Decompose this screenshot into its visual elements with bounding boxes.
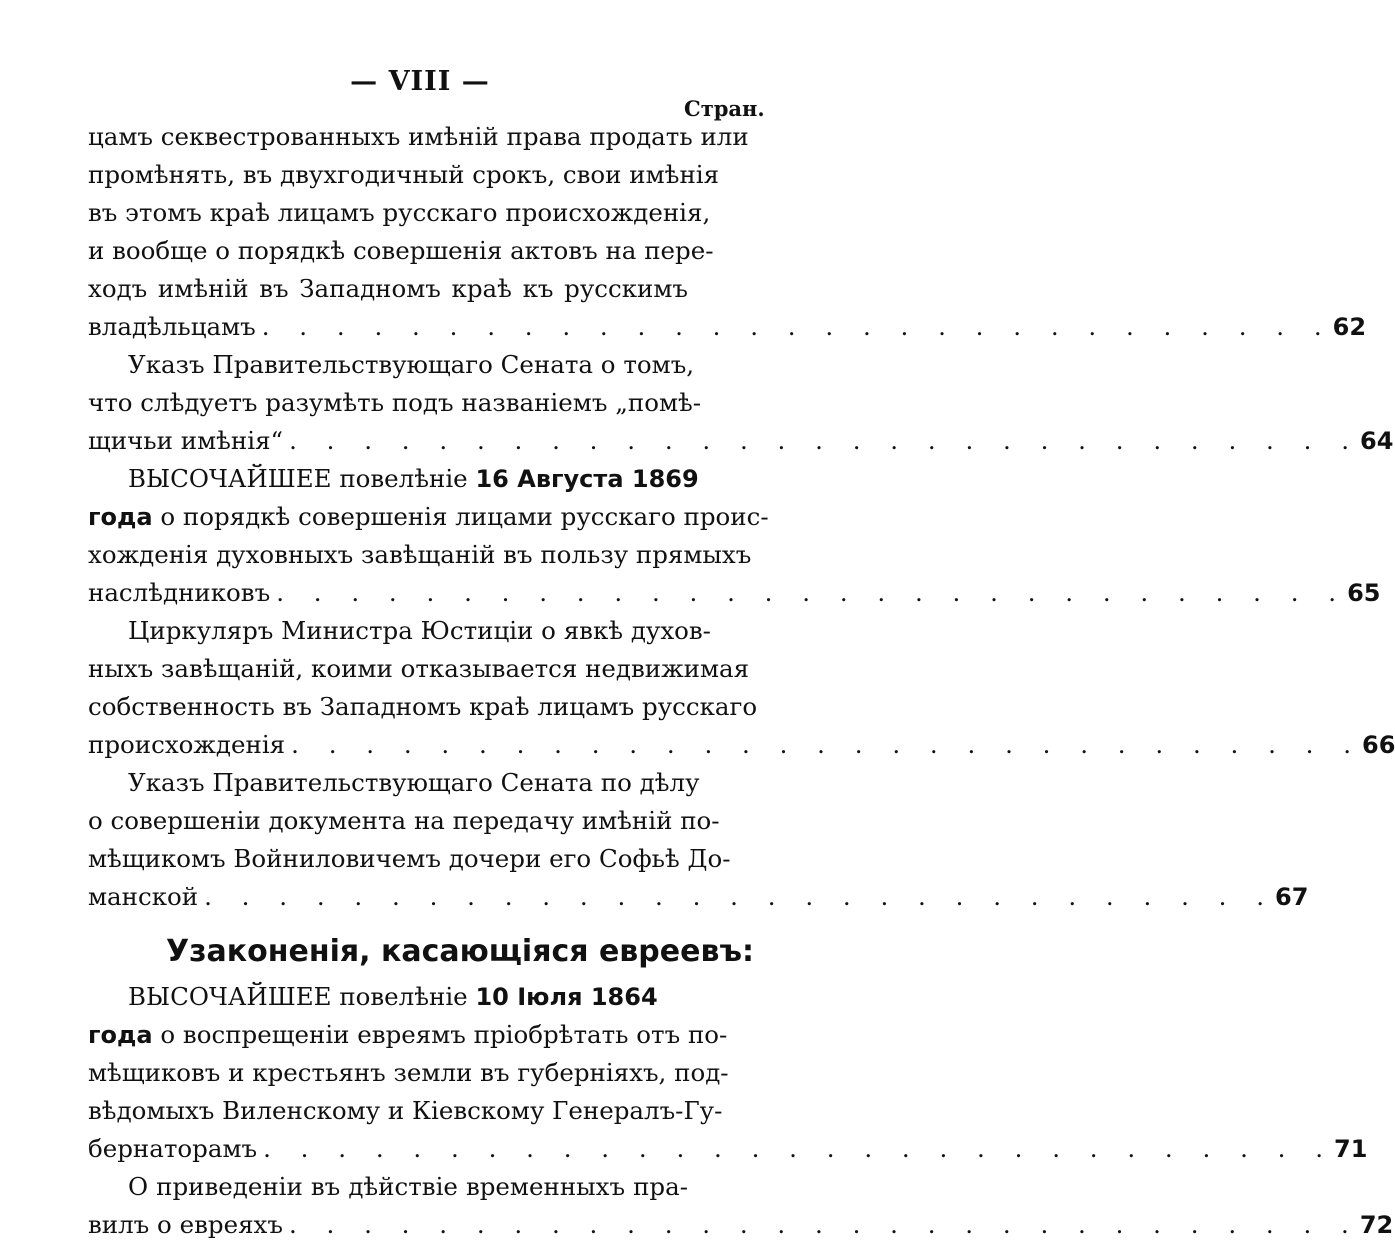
page-ref: 71 xyxy=(1334,1135,1368,1163)
toc-line: мѣщиковъ и крестьянъ земли въ губерніяхъ, под- xyxy=(88,1058,729,1087)
page-ref: 67 xyxy=(1275,883,1309,911)
toc-entry-end xyxy=(88,422,1394,460)
toc-line xyxy=(88,498,769,536)
toc-line: Циркуляръ Министра Юстиціи о явкѣ духов- xyxy=(128,616,711,645)
toc-line-part: о воспрещеніи евреямъ пріобрѣтать отъ по- xyxy=(152,1020,728,1049)
toc-line: мѣщикомъ Войниловичемъ дочери его Софьѣ До- xyxy=(88,844,731,873)
toc-line: манской xyxy=(88,882,199,911)
toc-line: что слѣдуетъ разумѣть подъ названіемъ „помѣ- xyxy=(88,388,702,417)
dot-leader: . . . . . . . . . . . . . . . . . . . . . . . . . . . . . xyxy=(289,426,1360,455)
toc-line-part: о порядкѣ совершенія лицами русскаго проис- xyxy=(152,502,769,531)
toc-line xyxy=(88,978,752,1016)
toc-line: промѣнять, въ двухгодичный срокъ, свои имѣнія xyxy=(88,160,720,189)
page-ref: 62 xyxy=(1332,313,1367,341)
toc-line: ходъ имѣній въ Западномъ краѣ къ русскимъ xyxy=(88,274,688,303)
dot-leader: . . . . . . . . . . . . . . . . . . . . . . . . . . . . . xyxy=(276,578,1348,607)
toc-line: въ этомъ краѣ лицамъ русскаго происхожденія, xyxy=(88,198,711,227)
page-ref: 64 xyxy=(1360,427,1394,455)
toc-line: Указъ Правительствующаго Сената о томъ, xyxy=(128,350,695,379)
toc-entry-end xyxy=(88,1130,1368,1168)
toc-line: цамъ секвестрованныхъ имѣній права продать или xyxy=(88,122,749,151)
toc-line: происхожденія xyxy=(88,730,286,759)
toc-line: ныхъ завѣщаній, коими отказывается недвижимая xyxy=(88,654,750,683)
toc-entry-end xyxy=(88,574,1381,612)
page-ref: 72 xyxy=(1359,1211,1394,1239)
page-number: — VIII — xyxy=(350,66,490,97)
toc-line: щичьи имѣнія“ xyxy=(88,426,284,455)
toc-line: бернаторамъ xyxy=(88,1134,258,1163)
toc-line: и вообще о порядкѣ совершенія актовъ на пере- xyxy=(88,236,714,265)
dot-leader: . . . . . . . . . . . . . . . . . . . . . . . . . . . . . xyxy=(288,1210,1360,1239)
toc-entry-end xyxy=(88,726,1395,764)
dot-leader: . . . . . . . . . . . . . . . . . . . . . . . . . . . . . xyxy=(291,730,1363,759)
toc-line: хожденія духовныхъ завѣщаній въ пользу прямыхъ xyxy=(88,540,752,569)
toc-line: владѣльцамъ xyxy=(88,312,256,341)
toc-line: вилъ о евреяхъ xyxy=(88,1210,283,1239)
toc-entry-end xyxy=(88,308,1367,346)
toc-line: Указъ Правительствующаго Сената по дѣлу xyxy=(128,768,700,797)
table-of-contents xyxy=(88,118,1395,1244)
toc-date: 10 Іюля 1864 xyxy=(475,983,658,1011)
toc-line-part: ВЫСОЧАЙШЕЕ повелѣніе xyxy=(128,464,476,493)
page-column-label: Стран. xyxy=(684,96,765,121)
toc-year-word: года xyxy=(88,503,153,531)
toc-line: наслѣдниковъ xyxy=(88,578,271,607)
dot-leader: . . . . . . . . . . . . . . . . . . . . . . . . . . . . . xyxy=(263,1134,1335,1163)
toc-entry-end xyxy=(88,878,1309,916)
toc-line: собственность въ Западномъ краѣ лицамъ русскаго xyxy=(88,692,758,721)
toc-line: О приведеніи въ дѣйствіе временныхъ пра- xyxy=(128,1172,688,1201)
toc-date: 16 Августа 1869 xyxy=(475,465,699,493)
toc-entry-end xyxy=(88,1206,1394,1244)
toc-line: вѣдомыхъ Виленскому и Кіевскому Генералъ-Гу- xyxy=(88,1096,723,1125)
toc-line xyxy=(88,1016,728,1054)
toc-line-part: ВЫСОЧАЙШЕЕ повелѣніе xyxy=(128,982,476,1011)
toc-year-word: года xyxy=(88,1021,153,1049)
page-ref: 66 xyxy=(1362,731,1395,759)
dot-leader: . . . . . . . . . . . . . . . . . . . . . . . . . . . . . xyxy=(261,312,1333,341)
toc-line xyxy=(88,460,752,498)
page-ref: 65 xyxy=(1347,579,1381,607)
section-heading: Узаконенія, касающіяся евреевъ: xyxy=(166,934,754,969)
dot-leader: . . . . . . . . . . . . . . . . . . . . . . . . . . . . . xyxy=(204,882,1276,911)
toc-line: о совершеніи документа на передачу имѣній по- xyxy=(88,806,720,835)
